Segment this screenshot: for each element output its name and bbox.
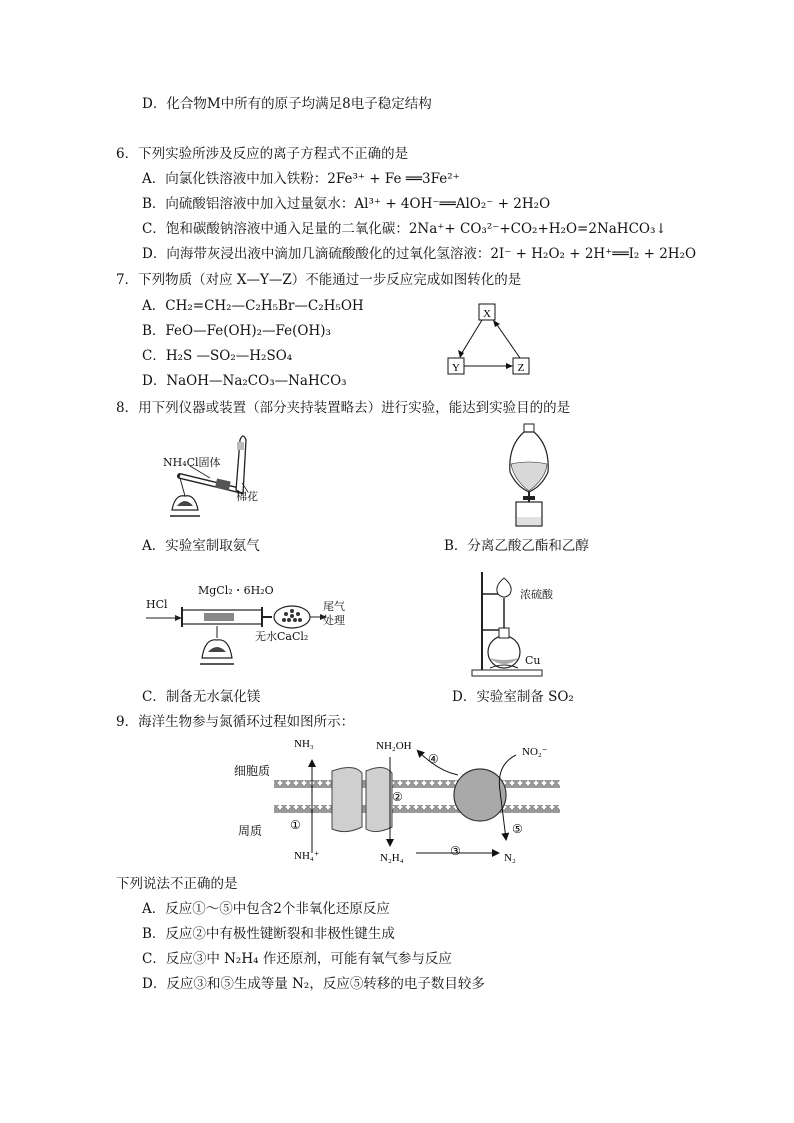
q7-option-a: A．CH₂=CH₂—C₂H₅Br—C₂H₅OH — [142, 298, 364, 314]
step-3: ③ — [450, 844, 461, 858]
label-cotton: 棉花 — [236, 490, 258, 503]
apparatus-ammonia-figure — [150, 428, 280, 528]
label-cu: Cu — [525, 654, 541, 667]
label-nh4cl-solid: NH₄Cl固体 — [163, 456, 221, 469]
q9-option-b: B．反应②中有极性键断裂和非极性键生成 — [142, 926, 395, 942]
q9-option-d: D．反应③和⑤生成等量 N₂，反应⑤转移的电子数目较多 — [142, 976, 485, 992]
nitrogen-cycle-diagram — [224, 735, 560, 865]
q6-option-a: A．向氯化铁溶液中加入铁粉：2Fe³⁺ + Fe ══3Fe²⁺ — [142, 171, 460, 187]
q8-option-b: B．分离乙酸乙酯和乙醇 — [444, 538, 589, 554]
q9-option-a: A．反应①～⑤中包含2个非氧化还原反应 — [142, 901, 390, 917]
q6-option-b: B．向硫酸铝溶液中加入过量氨水：Al³⁺ + 4OH⁻══AlO₂⁻ + 2H₂O — [142, 196, 551, 212]
q8-stem: 8．用下列仪器或装置（部分夹持装置略去）进行实验，能达到实验目的的是 — [116, 400, 571, 416]
q6-option-c: C．饱和碳酸钠溶液中通入足量的二氧化碳：2Na⁺+ CO₃²⁻+CO₂+H₂O=2NaHCO₃↓ — [142, 221, 667, 237]
node-x: X — [483, 308, 491, 320]
separatory-funnel-figure — [496, 422, 566, 532]
q8-option-c: C．制备无水氯化镁 — [142, 689, 261, 705]
label-tail-treatment: 处理 — [323, 614, 345, 627]
label-hcl: HCl — [146, 598, 168, 611]
q5-option-d: D．化合物M中所有的原子均满足8电子稳定结构 — [142, 96, 432, 112]
q6-stem: 6．下列实验所涉及反应的离子方程式不正确的是 — [116, 146, 409, 162]
label-nh4: NH₄⁺ — [294, 850, 320, 862]
label-cytoplasm: 细胞质 — [234, 764, 271, 778]
q7-option-d: D．NaOH—Na₂CO₃—NaHCO₃ — [142, 373, 347, 389]
q9-stem: 9．海洋生物参与氮循环过程如图所示： — [116, 714, 355, 730]
q7-option-c: C．H₂S —SO₂—H₂SO₄ — [142, 348, 293, 364]
label-n2: N₂ — [504, 852, 516, 864]
step-1: ① — [290, 818, 301, 832]
label-periplasm: 周质 — [238, 824, 263, 838]
q8-option-a: A．实验室制取氨气 — [142, 538, 260, 554]
label-no2: NO₂⁻ — [522, 746, 548, 758]
label-anhydrous-cacl2: 无水CaCl₂ — [255, 630, 309, 643]
step-4: ④ — [428, 752, 439, 766]
node-z: Z — [517, 362, 525, 374]
q9-option-c: C．反应③中 N₂H₄ 作还原剂，可能有氧气参与反应 — [142, 951, 452, 967]
label-nh3: NH₃ — [294, 738, 314, 750]
label-mgcl2-hydrate: MgCl₂・6H₂O — [198, 584, 274, 597]
q6-option-d: D．向海带灰浸出液中滴加几滴硫酸酸化的过氧化氢溶液：2I⁻ + H₂O₂ + 2H⁺══I₂ + 2H₂O — [142, 246, 697, 262]
label-conc-sulfuric-acid: 浓硫酸 — [520, 588, 553, 601]
node-y: Y — [452, 362, 460, 374]
xyz-conversion-diagram — [440, 300, 540, 380]
label-nh2oh: NH₂OH — [376, 740, 412, 752]
q7-option-b: B．FeO—Fe(OH)₂—Fe(OH)₃ — [142, 323, 331, 339]
step-5: ⑤ — [512, 822, 523, 836]
q9-lead: 下列说法不正确的是 — [116, 876, 238, 892]
q7-stem: 7．下列物质（对应 X—Y—Z）不能通过一步反应完成如图转化的是 — [116, 272, 522, 288]
label-tail-gas: 尾气 — [323, 600, 345, 613]
step-2: ② — [392, 790, 403, 804]
label-n2h4: N₂H₄ — [380, 852, 404, 864]
q8-option-d: D．实验室制备 SO₂ — [452, 689, 574, 705]
